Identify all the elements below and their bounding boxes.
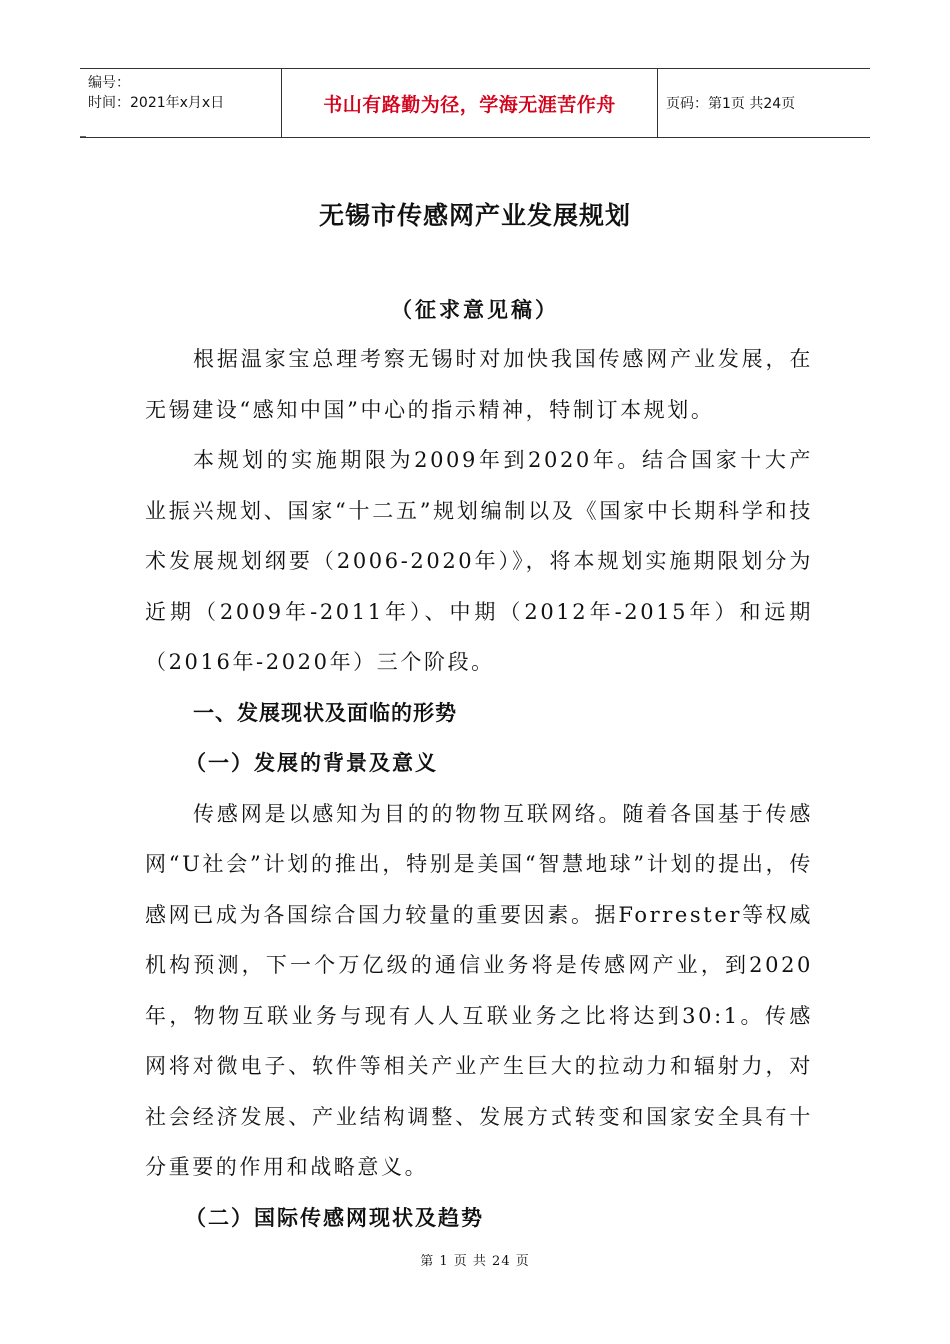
document-body <box>145 334 813 1243</box>
header-motto: 书山有路勤为径，学海无涯苦作舟 <box>323 93 616 116</box>
paragraph: 本规划的实施期限为2009年到2020年。结合国家十大产业振兴规划、国家“十二五”规划编制以及《国家中长期科学和技术发展规划纲要（2006-2020年）》，将本规划实施期限划分为近期（2009年-2011年）、中期（2012年-2015年）和远期（2016年-2020年）三个阶段。 <box>145 448 813 674</box>
subsection-heading: （一）发展的背景及意义 <box>185 751 438 775</box>
paragraph: 传感网是以感知为目的的物物互联网络。随着各国基于传感网“U社会”计划的推出，特别是美国“智慧地球”计划的提出，传感网已成为各国综合国力较量的重要因素。据Forrester等权威机构预测，下一个万亿级的通信业务将是传感网产业，到2020年，物物互联业务与现有人人互联业务之比将达到30:1。传感网将对微电子、软件等相关产业产生巨大的拉动力和辐射力，对社会经济发展、产业结构调整、发展方式转变和国家安全具有十分重要的作用和战略意义。 <box>145 801 813 1179</box>
page-footer: 第 1 页 共 24 页 <box>420 1254 530 1269</box>
header-corner-mark <box>80 136 86 137</box>
header-time-label: 时间：2021年x月x日 <box>88 95 225 111</box>
header-meta <box>88 73 278 113</box>
subsection-heading: （二）国际传感网现状及趋势 <box>185 1205 484 1230</box>
header-page-info: 页码：第1页 共24页 <box>666 96 796 112</box>
section-heading: 一、发展现状及面临的形势 <box>193 700 457 725</box>
header-divider <box>657 69 658 137</box>
document-header <box>80 68 870 138</box>
header-number-label: 编号： <box>88 75 130 91</box>
paragraph: 根据温家宝总理考察无锡时对加快我国传感网产业发展，在无锡建设“感知中国”中心的指示精神，特制订本规划。 <box>145 347 813 422</box>
document-subtitle: （征求意见稿） <box>391 298 559 322</box>
document-title: 无锡市传感网产业发展规划 <box>318 201 631 230</box>
